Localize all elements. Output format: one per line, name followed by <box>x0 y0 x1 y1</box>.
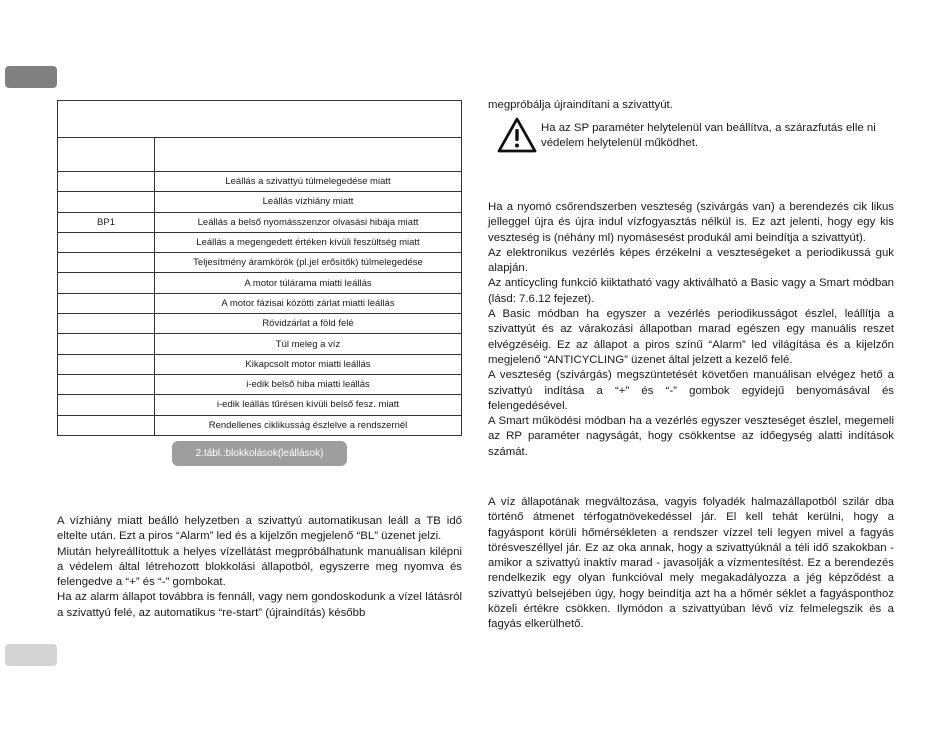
page-tab-marker <box>5 66 57 88</box>
table-row: Rövidzárlat a föld felé <box>58 314 462 334</box>
warning-triangle-icon <box>497 117 537 153</box>
table-header-code <box>58 138 155 172</box>
paragraph: Az anticycling funkció kiiktatható vagy aktiválható a Basic vagy a Smart módban (lásd: 7.6.12 fejezet). <box>488 277 894 305</box>
table-row: i-edik leállás tűrésen kívüli belső fesz. miatt <box>58 395 462 415</box>
table-row: Teljesítmény áramkörök (pl.jel erősítők) túlmelegedése <box>58 253 462 273</box>
paragraph: A veszteség (szivárgás) megszüntetését követően manuálisan elvégez hető a szivattyú indítása a “+” és “-” gombok egyidejű benyomásával és felengedésével. <box>488 369 894 412</box>
paragraph: Miután helyreállítottuk a helyes vízellátást megpróbálhatunk manuálisan kilépni a védelem által létrehozott blokkolási állapotból, egyszerre meg nyomva és felengedve a “+” és “-” gombokat. <box>57 545 462 589</box>
table-row: Rendellenes ciklikusság észlelve a rendszernél <box>58 415 462 435</box>
table-header-row <box>58 101 462 138</box>
table-row: A motor túlárama miatti leállás <box>58 273 462 293</box>
table-row: A motor fázisai közötti zárlat miatti leállás <box>58 293 462 313</box>
warning-text: Ha az SP paraméter helytelenül van beállítva, a szárazfutás elle ni védelem helytelenül működhet. <box>541 122 876 150</box>
table-row: i-edik belső hiba miatti leállás <box>58 374 462 394</box>
paragraph: A Basic módban ha egyszer a vezérlés periodikusságot észlel, leállítja a szivattyút és az várakozási állapotban marad egészen egy manuális reszet elvégzéséig. Ez az állapot a piros színű “Alarm” led világítása és a kijelzőn megjelenő “ANTICYCLING” üzenet által jelzett a kezelő felé. <box>488 308 894 366</box>
table-row: Túl meleg a víz <box>58 334 462 354</box>
paragraph: A Smart működési módban ha a vezérlés egyszer veszteséget észlel, megemeli az RP paraméter nagyságát, hogy csökkentse az időegység alatti indítások számát. <box>488 415 894 458</box>
table-row: Kikapcsolt motor miatti leállás <box>58 354 462 374</box>
continuation-text: megpróbálja újraindítani a szivattyút. <box>488 99 673 111</box>
table-row: Leállás a megengedett értéken kívüli feszültség miatt <box>58 232 462 252</box>
table-header-desc <box>155 138 462 172</box>
anti-freeze-text: A víz állapotának megváltozása, vagyis folyadék halmazállapotból szilár dba történő átmenet térfogatnövekedéssel jár. El kell tehát kerülni, hogy a fagyáspont körüli hőmérsékleten a rendszer vízzel teli legyen mivel a fagyás törésveszéllyel jár. Ez az oka annak, hogy a szivattyúknál a téli idő szakokban - amikor a szivattyú inaktív marad - javasolják a vízmentesítést. Ez a berendezés rendelkezik egy olyan funkcióval mely megakadályozza a jég képződést a szivattyú belsejében úgy, hogy beindítja azt ha a hőmér séklet a fagyásponthoz közeli értékre csökken. Ilymódon a szivattyúban lévő víz felmelegszik és a fagyás elkerülhető. <box>488 496 894 631</box>
paragraph: A vízhiány miatt beálló helyzetben a szivattyú automatikusan leáll a TB idő eltelte után. Ezt a piros “Alarm” led és a kijelzőn megjelenő “BL” üzenet jelzi. <box>57 515 462 543</box>
anticycling-text <box>488 200 894 460</box>
table-row: Leállás vízhiány miatt <box>58 192 462 212</box>
table-row: Leállás a szivattyú túlmelegedése miatt <box>58 172 462 192</box>
table-row: BP1 Leállás a belső nyomásszenzor olvasási hibája miatt <box>58 212 462 232</box>
blocking-table <box>57 100 462 436</box>
page-tab-marker-bottom <box>5 644 57 666</box>
dry-run-text <box>57 514 462 621</box>
paragraph: Ha az alarm állapot továbbra is fennáll, vagy nem gondoskodunk a vízel látásról a szivattyú felé, az automatikus “re-start” (újraindítás) később <box>57 591 462 619</box>
table-caption: 2.tábl.:blokkolások(leállások) <box>172 441 347 466</box>
paragraph: Ha a nyomó csőrendszerben veszteség (szivárgás van) a berendezés cik likus jelleggel újra és újra indul vízfogyasztás nélkül is. Ez azt jelenti, hogy egy kis veszteség is (néhány ml) nyomásesést produkál ami beindítja a szivattyút). <box>488 201 894 244</box>
paragraph: Az elektronikus vezérlés képes érzékelni a veszteségeket a periodikussá guk alapján. <box>488 246 894 275</box>
